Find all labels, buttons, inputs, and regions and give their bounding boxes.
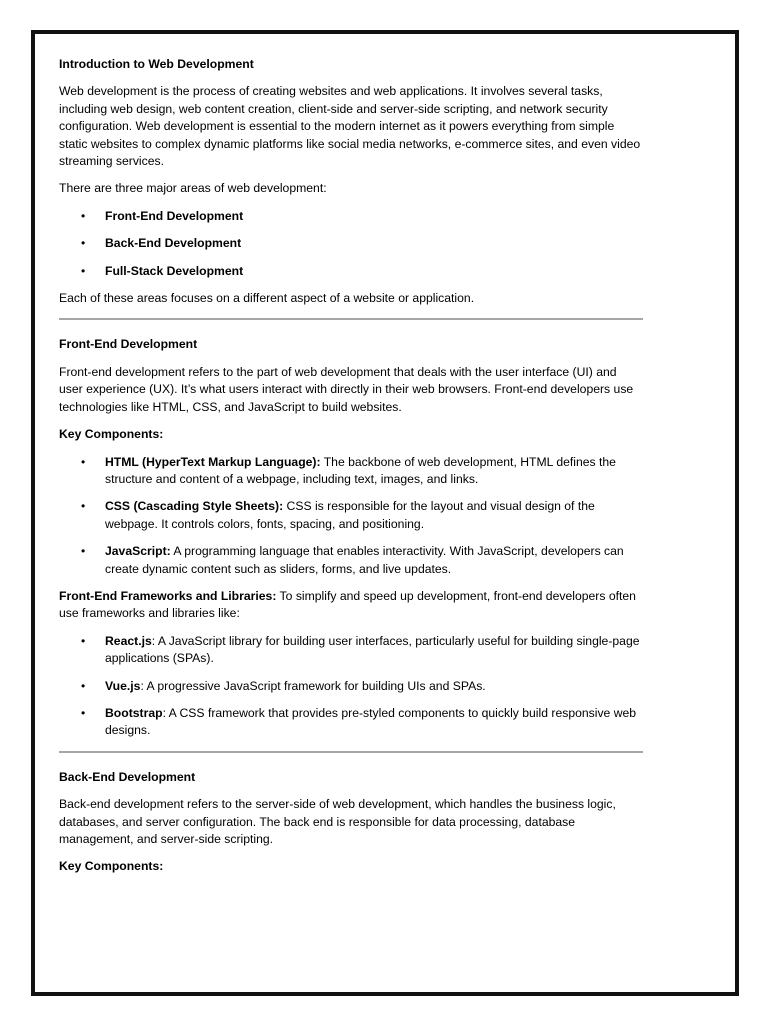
list-item: • React.js: A JavaScript library for building user interfaces, particularly useful for building single-page applications (SPAs). [81,633,640,666]
list-item: • HTML (HyperText Markup Language): The backbone of web development, HTML defines the structure and content of a webpage, including text, images, and links. [81,454,616,486]
list-item: • Front-End Development [59,208,643,225]
bullet-icon: • [81,236,86,251]
document-body [59,56,643,886]
bullet-icon: • [81,208,86,223]
frontend-key-components-label: Key Components: [59,427,164,442]
bullet-icon: • [81,705,86,720]
bullet-icon: • [81,454,86,469]
intro-heading: Introduction to Web Development [59,57,254,71]
bullet-icon: • [81,633,86,648]
list-item: • Vue.js: A progressive JavaScript framework for building UIs and SPAs. [59,678,643,695]
components-list [59,454,643,578]
section-divider [59,751,643,753]
bullet-icon: • [81,544,86,559]
bullet-icon: • [81,499,86,514]
intro-areas-lead: There are three major areas of web development: [59,181,327,196]
frameworks-list [59,633,643,740]
list-item: • Full-Stack Development [59,263,643,280]
frontend-heading: Front-End Development [59,337,198,352]
intro-paragraph: Web development is the process of creating websites and web applications. It involves several tasks, including web design, web content creation, client-side and server-side scripting, and network security configuration. Web development is essential to the modern internet as it powers everything from simple static websites to complex dynamic platforms like social media networks, e-commerce sites, and even video streaming services. [59,84,641,169]
bullet-icon: • [81,263,86,278]
list-item: • Back-End Development [59,235,643,252]
backend-key-components-label: Key Components: [59,859,164,874]
frontend-paragraph: Front-end development refers to the part of web development that deals with the user interface (UI) and user experience (UX). It’s what users interact with directly in their web browsers. Front-end developers use technologies like HTML, CSS, and JavaScript to build websites. [59,364,634,414]
intro-closing: Each of these areas focuses on a different aspect of a website or application. [59,291,475,306]
backend-paragraph: Back-end development refers to the server-side of web development, which handles the business logic, databases, and server configuration. The back end is responsible for data processing, database management, and server-side scripting. [59,797,616,846]
list-item: • JavaScript: A programming language that enables interactivity. With JavaScript, developers can create dynamic content such as sliders, forms, and live updates. [81,544,624,576]
frameworks-paragraph: Front-End Frameworks and Libraries: To simplify and speed up development, front-end developers often use frameworks and libraries like: [59,588,636,621]
list-item: • CSS (Cascading Style Sheets): CSS is responsible for the layout and visual design of the webpage. It controls colors, fonts, spacing, and positioning. [81,499,595,531]
list-item: • Bootstrap: A CSS framework that provides pre-styled components to quickly build responsive web designs. [81,705,637,738]
bullet-icon: • [81,678,86,693]
backend-heading: Back-End Development [59,769,196,784]
section-divider [59,318,643,320]
areas-list [59,208,643,280]
